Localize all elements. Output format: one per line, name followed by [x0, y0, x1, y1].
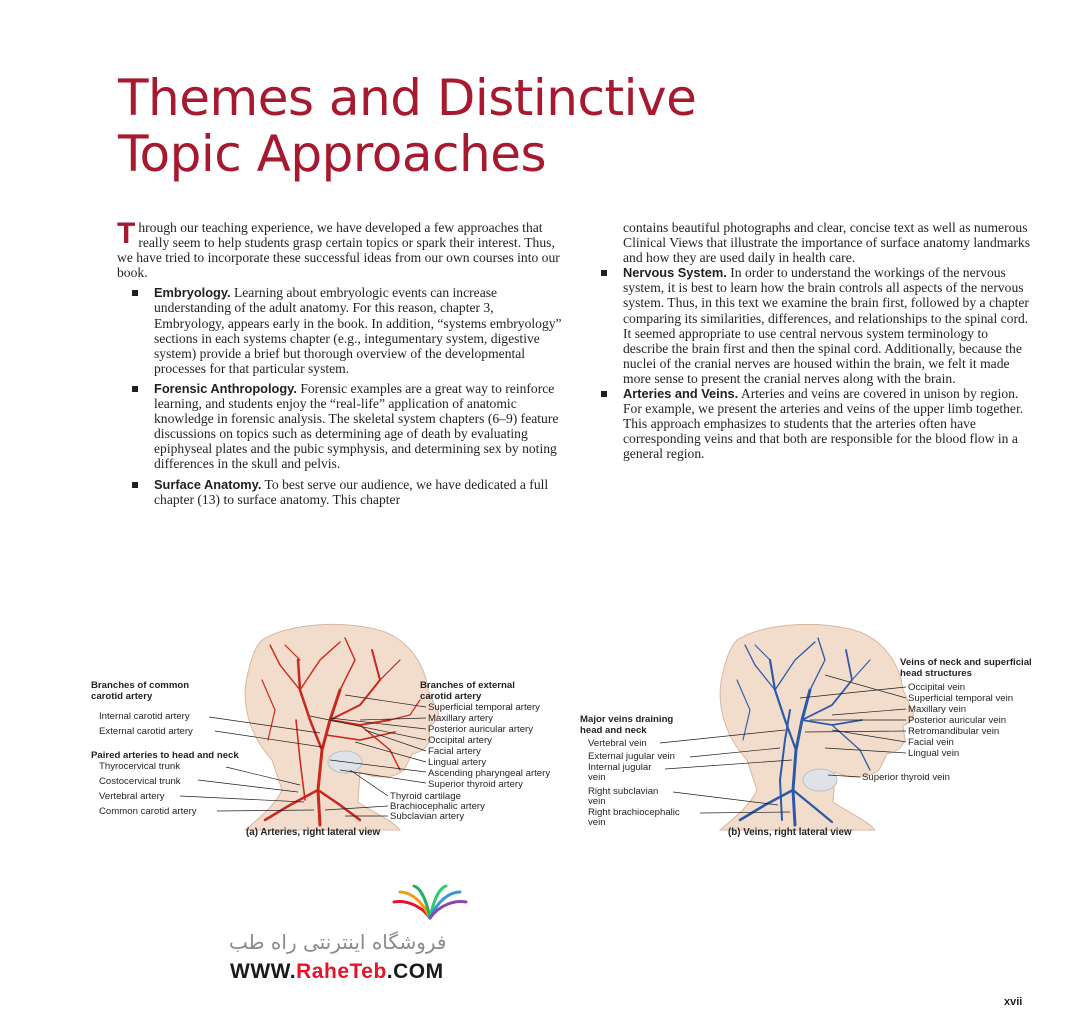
label-occipital: Occipital artery: [428, 735, 492, 746]
title-line-1: Themes and Distinctive: [118, 69, 697, 127]
bullet-heading: Nervous System.: [623, 265, 727, 281]
label-superficial-temporal-vein: Superficial temporal vein: [908, 693, 1014, 704]
group-label-common-carotid: Branches of common carotid artery: [91, 680, 190, 702]
bullet-forensic-anthropology: [117, 381, 565, 472]
label-lingual: Lingual artery: [428, 757, 487, 768]
bullet-heading: Surface Anatomy.: [154, 476, 262, 492]
label-thyroid-cartilage: Thyroid cartilage: [390, 791, 461, 802]
label-brachiocephalic: Brachiocephalic artery: [390, 801, 485, 812]
bullet-embryology: [117, 285, 565, 376]
group-label-external-carotid: Branches of external carotid artery: [420, 680, 515, 702]
label-subclavian: Subclavian artery: [390, 811, 465, 822]
figure-arteries: [0, 620, 600, 850]
book-logo-icon: [390, 884, 470, 924]
label-right-brachiocephalic: Right brachiocephalic vein: [588, 807, 680, 828]
bullet-square-icon: [132, 482, 138, 488]
label-maxillary-vein: Maxillary vein: [908, 704, 967, 715]
label-superior-thyroid: Superior thyroid artery: [428, 779, 523, 790]
watermark-url-prefix: WWW.: [230, 960, 297, 983]
label-vertebral-artery: Vertebral artery: [99, 791, 165, 802]
bullet-heading: Forensic Anthropology.: [154, 380, 297, 396]
bullet-surface-anatomy: [117, 477, 565, 507]
watermark-url: [230, 960, 444, 984]
label-lingual-vein: Lingual vein: [908, 748, 960, 759]
page-number: xvii: [1004, 996, 1023, 1008]
figure-veins: [570, 620, 1070, 850]
bullet-arteries-and-veins: [599, 386, 1031, 461]
label-thyrocervical-trunk: Thyrocervical trunk: [99, 761, 181, 772]
right-column: [599, 220, 1031, 462]
drop-cap: T: [117, 217, 136, 250]
label-posterior-auricular: Posterior auricular artery: [428, 724, 534, 735]
bullet-text: Forensic examples are a great way to reinforce learning, and students enjoy the “real-life” application of anatomic knowledge in forensic analysis. The skeletal system chapters (6–9) feature discussions on topics such as determining age of death by evaluating epiphyseal plates and the pubic symphysis, and determining sex by noting differences in the skull and pelvis.: [154, 380, 559, 472]
bullet-heading: Embryology.: [154, 285, 231, 301]
group-label-neck-veins: Veins of neck and superficial head structures: [900, 657, 1032, 679]
label-vertebral-vein: Vertebral vein: [588, 738, 647, 749]
bullet-text: To best serve our audience, we have dedicated a full chapter (13) to surface anatomy. This chapter: [154, 476, 549, 507]
intro-paragraph: [117, 217, 565, 281]
group-label-major-veins: Major veins draining head and neck: [580, 714, 674, 736]
surface-anatomy-continuation: contains beautiful photographs and clear, concise text as well as numerous Clinical Views that illustrate the importance of surface anatomy landmarks and how they are used daily in health care.: [623, 220, 1030, 266]
bullet-text: Arteries and veins are covered in unison by region. For example, we present the arteries and veins of the upper limb together. This approach emphasizes to students that the arteries often have corresponding veins and that both are responsible for the blood flow in a general region.: [623, 386, 1024, 462]
figure-caption-arteries: (a) Arteries, right lateral view: [246, 827, 381, 838]
bullet-square-icon: [132, 290, 138, 296]
watermark-url-suffix: .COM: [386, 960, 444, 983]
label-external-jugular: External jugular vein: [588, 751, 675, 762]
label-occipital-vein: Occipital vein: [908, 682, 966, 693]
bullet-nervous-system: [599, 265, 1031, 386]
label-superficial-temporal: Superficial temporal artery: [428, 702, 540, 713]
label-right-subclavian: Right subclavian vein: [588, 786, 659, 807]
left-column: [117, 217, 565, 507]
figure-caption-veins: (b) Veins, right lateral view: [728, 827, 852, 838]
label-facial: Facial artery: [428, 746, 481, 757]
page-title: [118, 70, 818, 182]
label-internal-carotid: Internal carotid artery: [99, 711, 190, 722]
bullet-square-icon: [601, 270, 607, 276]
label-common-carotid: Common carotid artery: [99, 806, 197, 817]
intro-text: hrough our teaching experience, we have developed a few approaches that really seem to help students grasp certain topics or spark their interest. Thus, we have tried to incorporate these successful ideas from our own courses into our book.: [117, 220, 560, 281]
label-facial-vein: Facial vein: [908, 737, 954, 748]
bullet-heading: Arteries and Veins.: [623, 386, 739, 402]
bullet-text: In order to understand the workings of the nervous system, it is best to learn how the brain controls all aspects of the nervous system. Thus, in this text we examine the brain first, followed by a chapter comparing its similarities, differences, and relationships to the spinal cord. It seemed appropriate to use central nervous system terminology to describe the brain first and then the spinal cord. Additionally, because the nuclei of the cranial nerves are housed within the brain, we felt it made more sense to present the cranial nerves along with the brain.: [623, 265, 1029, 386]
bullet-square-icon: [132, 386, 138, 392]
group-label-paired-arteries: Paired arteries to head and neck: [91, 750, 239, 761]
label-maxillary: Maxillary artery: [428, 713, 494, 724]
watermark-url-brand: RaheTeb: [296, 960, 387, 983]
label-internal-jugular: Internal jugular vein: [588, 762, 652, 783]
bullet-text: Learning about embryologic events can increase understanding of the adult anatomy. For this reason, chapter 3, Embryology, appears early in the book. In addition, “systems embryology” sections in each systems chapter (e.g., integumentary system, digestive system) provide a brief but thorough overview of the developmental processes for that particular system.: [154, 285, 562, 376]
label-retromandibular-vein: Retromandibular vein: [908, 726, 1000, 737]
label-superior-thyroid-vein: Superior thyroid vein: [862, 772, 950, 783]
label-external-carotid: External carotid artery: [99, 726, 193, 737]
watermark-persian-text: فروشگاه اینترنتی راه طب: [229, 930, 447, 954]
label-posterior-auricular-vein: Posterior auricular vein: [908, 715, 1007, 726]
bullet-square-icon: [601, 391, 607, 397]
arteries-illustration: [0, 620, 600, 850]
label-costocervical-trunk: Costocervical trunk: [99, 776, 181, 787]
title-line-2: Topic Approaches: [118, 125, 547, 183]
label-ascending-pharyngeal: Ascending pharyngeal artery: [428, 768, 551, 779]
